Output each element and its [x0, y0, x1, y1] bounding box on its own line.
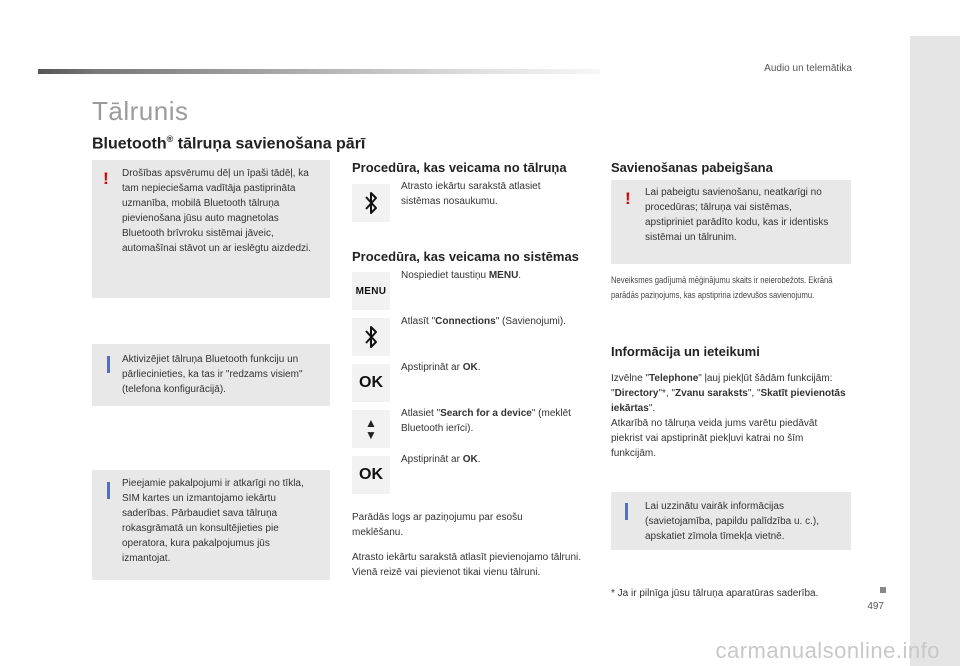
ok-button-icon: OK	[352, 364, 390, 402]
info-box-services	[92, 470, 330, 580]
watermark[interactable]: carmanualsonline.info	[715, 638, 940, 663]
info-icon	[107, 482, 110, 499]
info-heading: Informācija un ieteikumi	[611, 344, 760, 359]
up-down-arrows-icon: ▲ ▼	[352, 410, 390, 448]
telephone-menu-paragraph: Izvēlne "Telephone" ļauj piekļūt šādām funkcijām: "Directory"*, "Zvanu saraksts", "Skatīt pievienotās iekārtas".	[611, 373, 846, 414]
phone-step-text: Atrasto iekārtu sarakstā atlasiet sistēmas nosaukumu.	[401, 181, 541, 207]
phone-procedure-heading: Procedūra, kas veicama no tālruņa	[352, 160, 567, 175]
bluetooth-icon	[352, 318, 390, 356]
bluetooth-icon	[352, 184, 390, 222]
ok-button-icon: OK	[352, 456, 390, 494]
failure-note: Neveiksmes gadījumā mēģinājumu skaits ir neierobežots. Ekrānā parādās paziņojums, kas apstiprina izdevušos savienojumu.	[611, 275, 833, 300]
info-icon	[625, 503, 628, 520]
system-procedure-heading: Procedūra, kas veicama no sistēmas	[352, 249, 579, 264]
info-text-services: Pieejamie pakalpojumi ir atkarīgi no tīkla, SIM kartes un izmantojamo iekārtu saderības. Pārbaudiet sava tālruņa rokasgrāmatā un konsultējieties pie operatora, kura pakalpojumus jūs izmantojat.	[122, 478, 304, 564]
completion-heading: Savienošanas pabeigšana	[611, 160, 773, 175]
step-menu: Nospiediet taustiņu MENU.	[401, 270, 522, 281]
completion-warning-box	[611, 180, 851, 264]
warning-icon: !	[625, 189, 631, 208]
completion-warning-text: Lai pabeigtu savienošanu, neatkarīgi no procedūras; tālruņa vai sistēmas, apstipriniet parādīto kodu, kas ir identisks sistēmai un tālrunim.	[645, 187, 829, 243]
page-marker	[880, 587, 886, 593]
section-title: Bluetooth® tālruņa savienošana pārī	[92, 134, 366, 153]
step-connections: Atlasīt "Connections" (Savienojumi).	[401, 316, 566, 327]
info-box-website	[611, 492, 851, 550]
warning-text: Drošības apsvērumu dēļ un īpaši tādēļ, ka tam nepieciešama vadītāja pastiprināta uzmanība, mobilā Bluetooth tālruņa pievienošana jūsu auto magnetolas Bluetooth brīvroku sistēmai jāveic, automašīnai stāvot un ar ieslēgtu aizdedzi.	[122, 168, 311, 254]
access-paragraph: Atkarībā no tālruņa veida jums varētu piedāvāt piekrist vai apstiprināt piekļuvi katrai no šīm funkcijām.	[611, 418, 818, 459]
select-phone-paragraph: Atrasto iekārtu sarakstā atlasīt pievienojamo tālruni. Vienā reizē vai pievienot tikai vienu tālruni.	[352, 552, 581, 578]
page-title: Tālrunis	[92, 96, 189, 126]
step-confirm-2: Apstiprināt ar OK.	[401, 454, 481, 465]
page-number: 497	[867, 601, 884, 612]
step-search-device: Atlasiet "Search for a device" (meklēt Bluetooth ierīci).	[401, 408, 571, 434]
info-box-bluetooth	[92, 344, 330, 406]
search-message-paragraph: Parādās logs ar paziņojumu par esošu meklēšanu.	[352, 512, 523, 538]
info-text-website: Lai uzzinātu vairāk informācijas (savietojamība, papildu palīdzība u. c.), apskatiet zīmola tīmekļa vietnē.	[645, 501, 819, 542]
section-label: Audio un telemātika	[764, 63, 852, 74]
menu-button-icon: MENU	[352, 272, 390, 310]
info-icon	[107, 356, 110, 373]
footnote: * Ja ir pilnīga jūsu tālruņa aparatūras saderība.	[611, 588, 819, 599]
step-confirm-1: Apstiprināt ar OK.	[401, 362, 481, 373]
warning-box	[92, 160, 330, 298]
header-rule	[38, 69, 600, 74]
side-strip	[910, 36, 960, 666]
info-text-bluetooth: Aktivizējiet tālruņa Bluetooth funkciju un pārliecinieties, ka tas ir "redzams visiem" (telefona konfigurācijā).	[122, 354, 303, 395]
warning-icon: !	[103, 169, 109, 188]
